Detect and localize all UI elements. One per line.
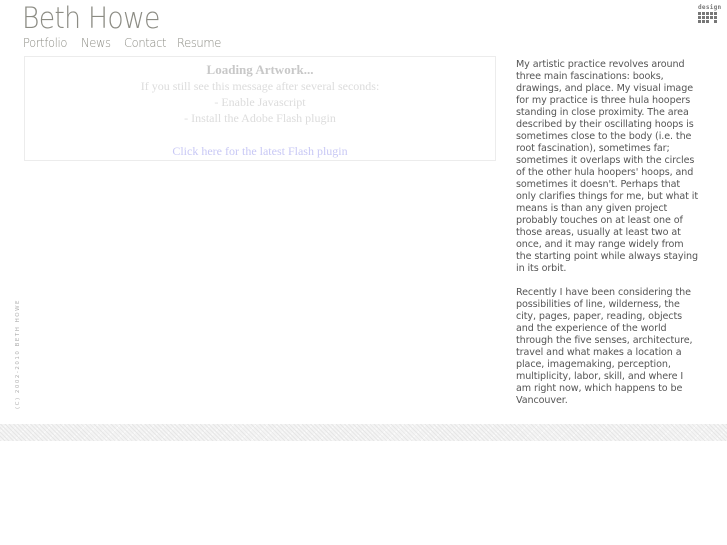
copyright-vertical: (C) 2002-2010 BETH HOWE	[15, 299, 21, 409]
site-title[interactable]: Beth Howe	[22, 1, 160, 35]
install-flash-hint: - Install the Adobe Flash plugin	[184, 111, 336, 125]
enable-javascript-hint: - Enable Javascript	[214, 95, 306, 109]
design-badge[interactable]	[698, 4, 722, 24]
artist-statement	[516, 59, 698, 419]
flash-message: If you still see this message after several seconds:	[140, 79, 380, 93]
nav-portfolio[interactable]: Portfolio	[23, 35, 68, 50]
nav-contact[interactable]: Contact	[124, 35, 167, 50]
statement-paragraph: Recently I have been considering the possibilities of line, wilderness, the city, pages, paper, reading, objects and the experience of the world through the five senses, architecture, travel and what makes a location a place, imagemaking, perception, multiplicity, labor, skill, and where I am right now, which happens to be Vancouver.	[516, 287, 693, 406]
loading-heading: Loading Artwork...	[206, 62, 314, 77]
flash-plugin-link[interactable]: Click here for the latest Flash plugin	[172, 144, 348, 158]
footer-stripe-divider	[0, 424, 727, 441]
nav-news[interactable]: News	[81, 35, 111, 50]
nav-resume[interactable]: Resume	[177, 35, 221, 50]
design-badge-label: design	[698, 4, 722, 11]
design-grid-icon	[698, 12, 722, 23]
flash-placeholder	[24, 56, 496, 161]
statement-paragraph: My artistic practice revolves around three main fascinations: books, drawings, and place. My visual image for my practice is three hula hoopers standing in close proximity. The area described by their oscillating hoops is sometimes close to the body (i.e. the root fascination), sometimes far; sometimes it overlaps with the circles of the other hula hoopers' hoops, and sometimes it doesn't. Perhaps that only clarifies things for me, but what it means is than any given project probably touches on at least one of those areas, usually at least two at once, and it may range widely from the starting point while always staying in its orbit.	[516, 59, 699, 274]
